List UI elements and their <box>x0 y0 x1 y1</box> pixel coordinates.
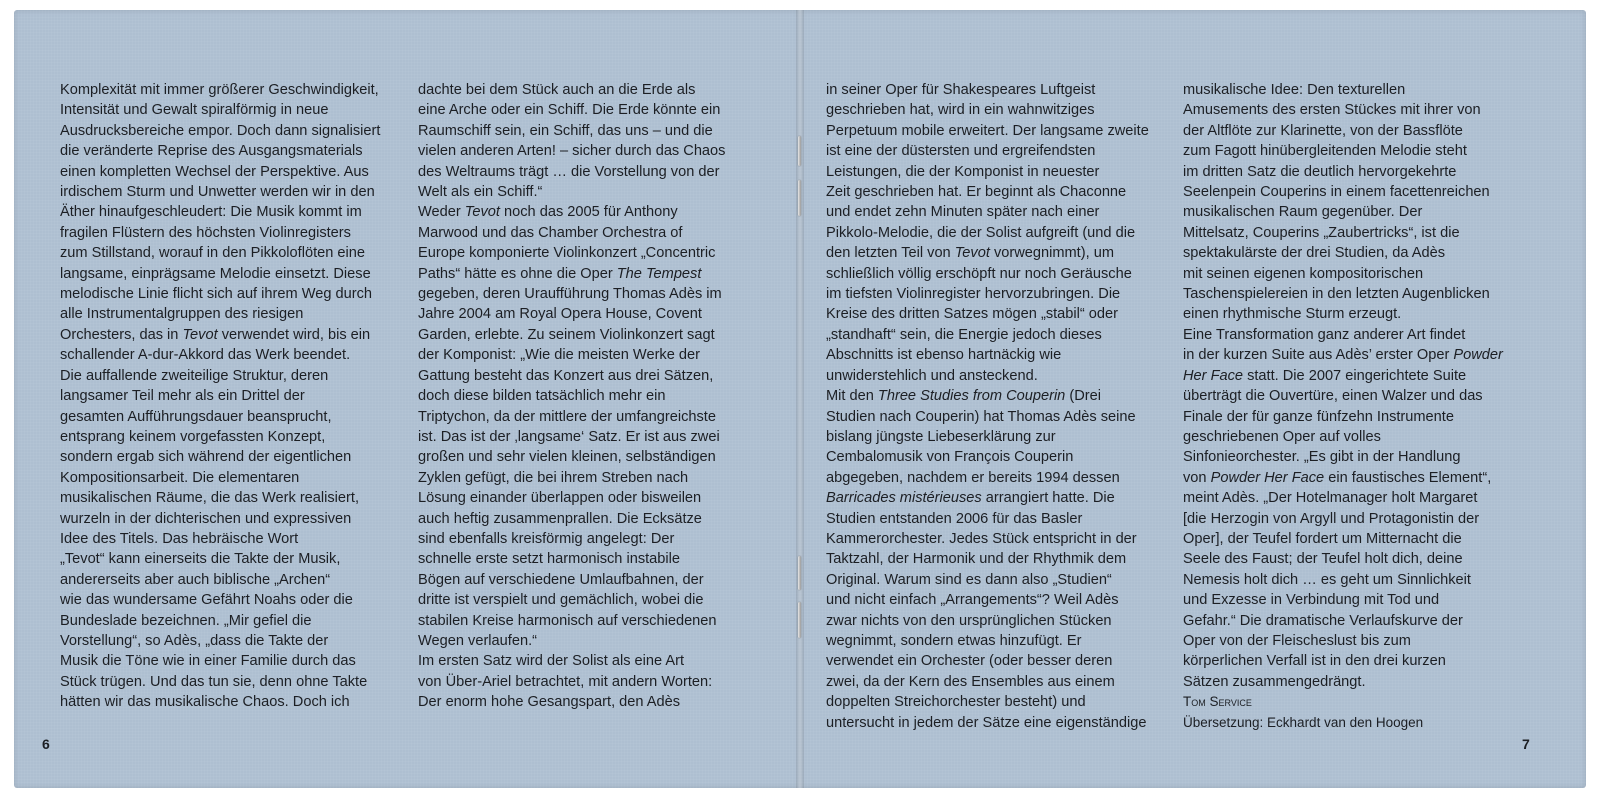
right-page <box>800 10 1586 788</box>
staple-bottom-lower <box>798 602 801 638</box>
translator-credit: Übersetzung: Eckhardt van den Hoogen <box>1183 714 1424 730</box>
staple-top-lower <box>798 180 801 216</box>
page-number-right: 7 <box>1522 736 1530 752</box>
right-page-column-1: in seiner Oper für Shakespeares Luftgeist geschrieben hat, wird in ein wahnwitziges Perpetuum mobile erweitert. Der langsame zweite ist eine der düstersten und ergreifendsten Leistungen, die der Komponist in neuester Zeit geschrieben hat. Er beginnt als Chaconne und endet zehn Minuten später nach einer Pikkolo-Melodie, die der Solist aufgreift (und die den letzten Teil von Tevot vorwegnimmt), um schließlich völlig erschöpft nur noch Geräusche im tiefsten Violinregister hervorzubringen. Die Kreise des dritten Satzes mögen „stabil“ oder „standhaft“ sein, die Energie jedoch dieses Abschnitts ist ebenso hartnäckig wie unwiderstehlich und ansteckend. Mit den Three Studies from Couperin (Drei Studien nach Couperin) hat Thomas Adès seine bislang jüngste Liebeserklärung zur Cembalomusik von François Couperin abgegeben, nachdem er bereits 1994 dessen Barricades mistérieuses arrangiert hatte. Die Studien entstanden 2006 für das Basler Kammerorchester. Jedes Stück entspricht in der Taktzahl, der Harmonik und der Rhythmik dem Original. Warum sind es dann also „Studien“ und nicht einfach „Arrangements“? Weil Adès zwar nichts von den ursprünglichen Stücken wegnimmt, sondern etwas hinzufügt. Er verwendet ein Orchester (oder besser deren zwei, da der Kern des Ensembles aus einem doppelten Streichorchester besteht) und untersucht in jedem der Sätze eine eigenständige <box>826 82 1149 731</box>
right-page-column-2: musikalische Idee: Den texturellen Amusements des ersten Stückes mit ihrer von der Altflöte zur Klarinette, von der Bassflöte zum Fagott hinübergleitenden Melodie steht im dritten Satz die deutlich hervorgekehrte Seelenpein Couperins in einem facettenreichen musikalischen Raum gegenüber. Der Mittelsatz, Couperins „Zaubertricks“, ist die spektakulärste der drei Studien, da Adès mit seinen eigenen kompositorischen Taschenspielereien in den letzten Augenblicken einen rhythmische Sturm erzeugt. Eine Transformation ganz anderer Art findet in der kurzen Suite aus Adès’ erster Oper Powder Her Face statt. Die 2007 eingerichtete Suite überträgt die Ouvertüre, einen Walzer und das Finale der für ganze fünfzehn Instrumente geschriebenen Oper auf volles Sinfonieorchester. „Es gibt in der Handlung von Powder Her Face ein faustisches Element“, meint Adès. „Der Hotelmanager holt Margaret [die Herzogin von Argyll und Protagonistin der Oper], der Teufel fordert um Mitternacht die Seele des Faust; der Teufel holt dich, deine Nemesis holt dich … es geht um Sinnlichkeit und Exzesse in Verbindung mit Tod und Gefahr.“ Die dramatische Verlaufskurve der Oper von der Fleischeslust bis zum körperlichen Verfall ist in den drei kurzen Sätzen zusammengedrängt. Tom Service Übersetzung: Eckhardt van den Hoogen <box>1183 82 1503 730</box>
left-page <box>14 10 800 788</box>
left-page-column-1: Komplexität mit immer größerer Geschwindigkeit, Intensität und Gewalt spiralförmig in neue Ausdrucksbereiche empor. Doch dann signalisiert die veränderte Reprise des Ausgangsmaterials einen kompletten Wechsel der Perspektive. Aus irdischem Sturm und Unwetter werden wir in den Äther hinaufgeschleudert: Die Musik kommt im fragilen Flüstern des höchsten Violinregisters zum Stillstand, worauf in den Pikkoloflöten eine langsame, einprägsame Melodie einsetzt. Diese melodische Linie flicht sich auf ihrem Weg durch alle Instrumentalgruppen des riesigen Orchesters, das in Tevot verwendet wird, bis ein schallender A-dur-Akkord das Werk beendet. Die auffallende zweiteilige Struktur, deren langsamer Teil mehr als ein Drittel der gesamten Aufführungsdauer beansprucht, entsprang keinem vorgefassten Konzept, sondern ergab sich während der eigentlichen Kompositionsarbeit. Die elementaren musikalischen Räume, die das Werk realisiert, wurzeln in der dichterischen und expressiven Idee des Titels. Das hebräische Wort „Tevot“ kann einerseits die Takte der Musik, andererseits aber auch biblische „Archen“ wie das wundersame Gefährt Noahs oder die Bundeslade bezeichnen. „Mir gefiel die Vorstellung“, so Adès, „dass die Takte der Musik die Töne wie in einer Familie durch das Stück trügen. Und das tun sie, denn ohne Takte hätten wir das musikalische Chaos. Doch ich <box>60 82 381 711</box>
left-page-column-2: dachte bei dem Stück auch an die Erde als eine Arche oder ein Schiff. Die Erde könnte ein Raumschiff sein, ein Schiff, das uns – und die vielen anderen Arten! – sicher durch das Chaos des Weltraums trägt … die Vorstellung von der Welt als ein Schiff.“ Weder Tevot noch das 2005 für Anthony Marwood und das Chamber Orchestra of Europe komponierte Violinkonzert „Concentric Paths“ hätte es ohne die Oper The Tempest gegeben, deren Uraufführung Thomas Adès im Jahre 2004 am Royal Opera House, Covent Garden, erlebte. Zu seinem Violinkonzert sagt der Komponist: „Wie die meisten Werke der Gattung besteht das Konzert aus drei Sätzen, doch diese bilden tatsächlich mehr ein Triptychon, da der mittlere der umfangreichste ist. Das ist der ‚langsame‘ Satz. Er ist aus zwei großen und sehr vielen kleinen, selbständigen Zyklen gefügt, die bei ihrem Streben nach Lösung einander überlappen oder bisweilen auch heftig zusammenprallen. Die Ecksätze sind ebenfalls kreisförmig angelegt: Der schnelle erste setzt harmonisch instabile Bögen auf verschiedene Umlaufbahnen, der dritte ist verspielt und gemächlich, wobei die stabilen Kreise harmonisch auf verschiedenen Wegen verlaufen.“ Im ersten Satz wird der Solist als eine Art von Über-Ariel betrachtet, mit andern Worten: Der enorm hohe Gesangspart, den Adès <box>418 82 726 711</box>
booklet-spine <box>796 10 804 788</box>
staple-top-upper <box>798 136 801 166</box>
cd-booklet-spread <box>14 10 1586 788</box>
staple-bottom-upper <box>798 556 801 590</box>
author-credit: Tom Service <box>1183 694 1252 710</box>
page-number-left: 6 <box>42 736 50 752</box>
